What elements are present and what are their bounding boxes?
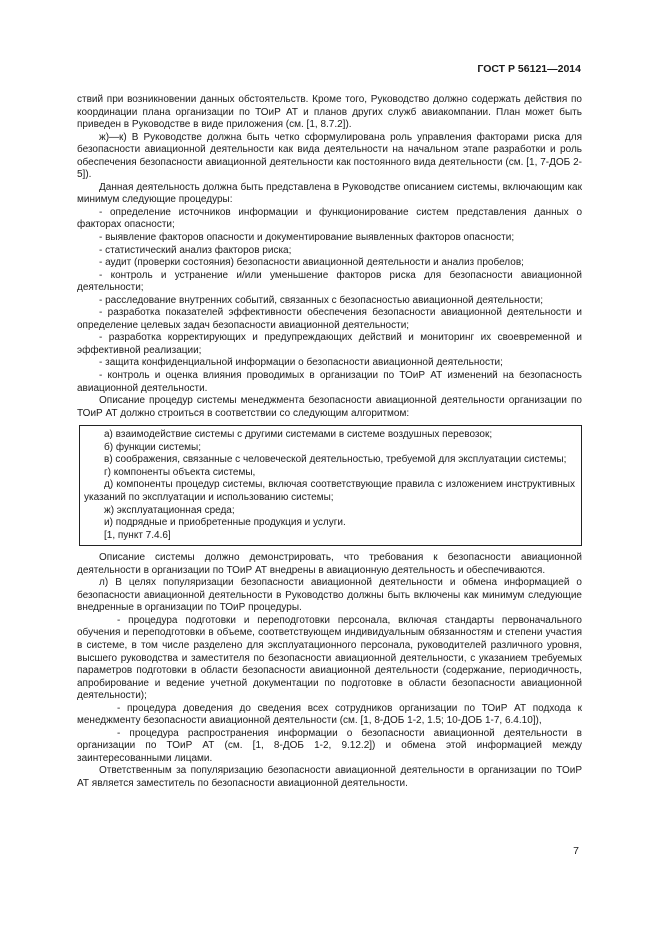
paragraph: Описание системы должно демонстрировать, что требования к безопасности авиационной деятельности в организации по ТОиР АТ внедрены в авиационную деятельность и обеспечиваются. — [77, 552, 582, 576]
list-item: - контроль и оценка влияния проводимых в организации по ТОиР АТ изменений на безопасность авиационной деятельности. — [77, 370, 582, 394]
paragraph: ствий при возникновении данных обстоятельств. Кроме того, Руководство должно содержать действия по координации плана организации по ТОиР АТ и планов других служб авиакомпании. План может быть приведен в Руководстве в виде приложения (см. [1, 8.7.2]). — [77, 94, 582, 131]
list-item: - разработка корректирующих и предупреждающих действий и мониторинг их своевременной и эффективной реализации; — [77, 332, 582, 356]
list-item: - разработка показателей эффективности обеспечения безопасности авиационной деятельности и определение целевых задач безопасности авиационной деятельности; — [77, 307, 582, 331]
list-item: - процедура подготовки и переподготовки персонала, включая стандарты первоначального обучения и переподготовки в объеме, соответствующем индивидуальным обязанностям и степени участия в системе, в том числе разделено для эксплуатационного персонала, руководителей различного уровня, высшего руководства и заместителя по безопасности авиационной деятельности, с указанием требуемых параметров подготовки в области безопасности авиационной деятельности (содержание, периодичность, апробирование и ведение учетной документации по подготовке в области безопасности авиационной деятельности); — [77, 614, 582, 702]
paragraph: Данная деятельность должна быть представлена в Руководстве описанием системы, включающим как минимум следующие процедуры: — [77, 181, 582, 206]
list-item: - процедура доведения до сведения всех сотрудников организации по ТОиР АТ подхода к менеджменту безопасности авиационной деятельности (см. [1, 8-ДОБ 1-2, 1.5; 10-ДОБ 1-7, 6.4.10]), — [77, 702, 582, 727]
paragraph: Описание процедур системы менеджмента безопасности авиационной деятельности организации по ТОиР АТ должно строиться в соответствии со следующим алгоритмом: — [77, 395, 582, 419]
list-item: - защита конфиденциальной информации о безопасности авиационной деятельности; — [99, 357, 503, 369]
page-body — [77, 94, 582, 791]
algorithm-box — [79, 425, 582, 546]
box-item: д) компоненты процедур системы, включая соответствующие правила с изложением инструктивных указаний по эксплуатации и использованию системы; — [84, 479, 575, 503]
paragraph: л) В целях популяризации безопасности авиационной деятельности и обмена информацией о безопасности авиационной деятельности в Руководство должны быть включены как минимум следующие внедренные в организации по ТОиР процедуры. — [77, 577, 582, 614]
procedure-items — [77, 615, 582, 766]
paragraph: ж)—к) В Руководстве должна быть четко сформулирована роль управления факторами риска для безопасности авиационной деятельности как вида деятельности на начальном этапе разработки и роль обеспечения безопасности авиационной деятельности как постоянного вида деятельности (см. [1, 7-ДОБ 2-5]). — [77, 131, 582, 181]
list-item: - процедура распространения информации о безопасности авиационной деятельности в организации по ТОиР АТ (см. [1, 8-ДОБ 1-2, 9.12.2]) и обмена этой информацией между заинтересованными лицами. — [77, 727, 582, 764]
list-item: - контроль и устранение и/или уменьшение факторов риска для безопасности авиационной деятельности; — [77, 269, 582, 294]
list-item: - расследование внутренних событий, связанных с безопасностью авиационной деятельности; — [99, 294, 543, 306]
paragraph: Ответственным за популяризацию безопасности авиационной деятельности в организации по ТОиР АТ является заместитель по безопасности авиационной деятельности. — [77, 765, 582, 789]
page-number: 7 — [573, 845, 579, 857]
box-item: в) соображения, связанные с человеческой деятельностью, требуемой для эксплуатации системы; — [104, 454, 567, 466]
box-item: а) взаимодействие системы с другими системами в системе воздушных перевозок; — [104, 429, 493, 441]
list-item: - аудит (проверки состояния) безопасности авиационной деятельности и анализ пробелов; — [99, 257, 524, 269]
list-item: - выявление факторов опасности и документирование выявленных факторов опасности; — [99, 232, 515, 244]
box-item: и) подрядные и приобретенные продукция и услуги. — [104, 517, 346, 529]
box-item: г) компоненты объекта системы, — [104, 466, 256, 478]
box-item: б) функции системы; — [104, 441, 201, 453]
list-item: - определение источников информации и функционирование систем представления данных о факторах опасности; — [77, 206, 582, 231]
box-reference: [1, пункт 7.4.6] — [104, 529, 171, 541]
list-item: - статистический анализ факторов риска; — [99, 244, 292, 256]
box-item: ж) эксплуатационная среда; — [104, 504, 235, 516]
document-code: ГОСТ Р 56121—2014 — [477, 63, 581, 75]
procedure-list — [77, 207, 582, 395]
